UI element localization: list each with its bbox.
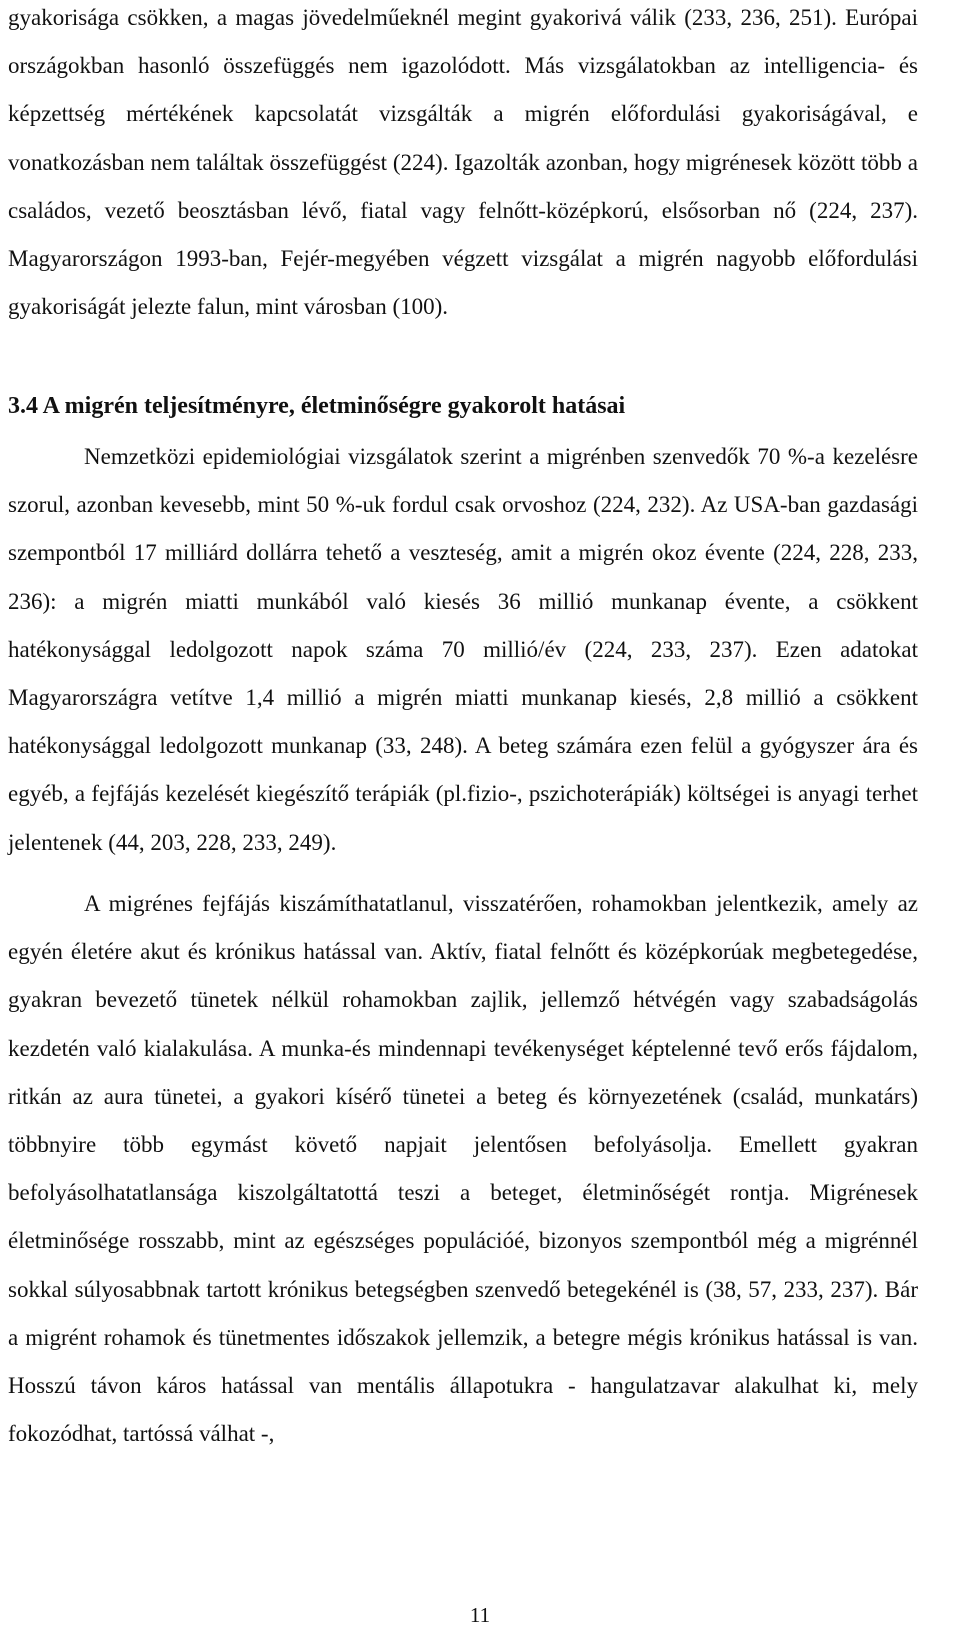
page-number: 11	[469, 1603, 491, 1627]
paragraph-quality-of-life: A migrénes fejfájás kiszámíthatatlanul, visszatérően, rohamokban jelentkezik, amely az egyén életére akut és krónikus hatással van. Aktív, fiatal felnőtt és középkorúak megbetegedése, gyakran bevezető tünetek nélkül rohamokban zajlik, jellemző hétvégén vagy szabadságolás kezdetén való kialakulása. A munka-és mindennapi tevékenységet képtelenné tevő erős fájdalom, ritkán az aura tünetei, a gyakori kísérő tünetei a beteg és környezetének (család, munkatárs) többnyire több egymást követő napjait jelentősen befolyásolja. Emellett gyakran befolyásolhatatlansága kiszolgáltatottá teszi a beteget, életminőségét rontja. Migrénesek életminősége rosszabb, mint az egészséges populációé, bizonyos szempontból még a migrénnél sokkal súlyosabbnak tartott krónikus betegségben szenvedő betegekénél is (38, 57, 233, 237). Bár a migrént rohamok és tünetmentes időszakok jellemzik, a betegre mégis krónikus hatással is van. Hosszú távon káros hatással van mentális állapotukra - hangulatzavar alakulhat ki, mely fokozódhat, tartóssá válhat -,	[8, 891, 918, 1447]
paragraph-intro-continuation: gyakorisága csökken, a magas jövedelműeknél megint gyakorivá válik (233, 236, 251). Európai országokban hasonló összefüggés nem igazolódott. Más vizsgálatokban az intelligencia- és képzettség mértékének kapcsolatát vizsgálták a migrén előfordulási gyakoriságával, e vonatkozásban nem találtak összefüggést (224). Igazolták azonban, hogy migrénesek között több a családos, vezető beosztásban lévő, fiatal vagy felnőtt-középkorú, elsősorban nő (224, 237). Magyarországon 1993-ban, Fejér-megyében végzett vizsgálat a migrén nagyobb előfordulási gyakoriságát jelezte falun, mint városban (100).	[8, 5, 918, 320]
paragraph-economic-impact: Nemzetközi epidemiológiai vizsgálatok szerint a migrénben szenvedők 70 %-a kezelésre szorul, azonban kevesebb, mint 50 %-uk fordul csak orvoshoz (224, 232). Az USA-ban gazdasági szempontból 17 milliárd dollárra tehető a veszteség, amit a migrén okoz évente (224, 228, 233, 236): a migrén miatti munkából való kiesés 36 millió munkanap évente, a csökkent hatékonysággal ledolgozott napok száma 70 millió/év (224, 233, 237). Ezen adatokat Magyarországra vetítve 1,4 millió a migrén miatti munkanap kiesés, 2,8 millió a csökkent hatékonysággal ledolgozott munkanap (33, 248). A beteg számára ezen felül a gyógyszer ára és egyéb, a fejfájás kezelését kiegészítő terápiák (pl.fizio-, pszichoterápiák) költségei is anyagi terhet jelentenek (44, 203, 228, 233, 249).	[8, 444, 918, 855]
section-heading: 3.4 A migrén teljesítményre, életminőségre gyakorolt hatásai	[8, 393, 626, 419]
